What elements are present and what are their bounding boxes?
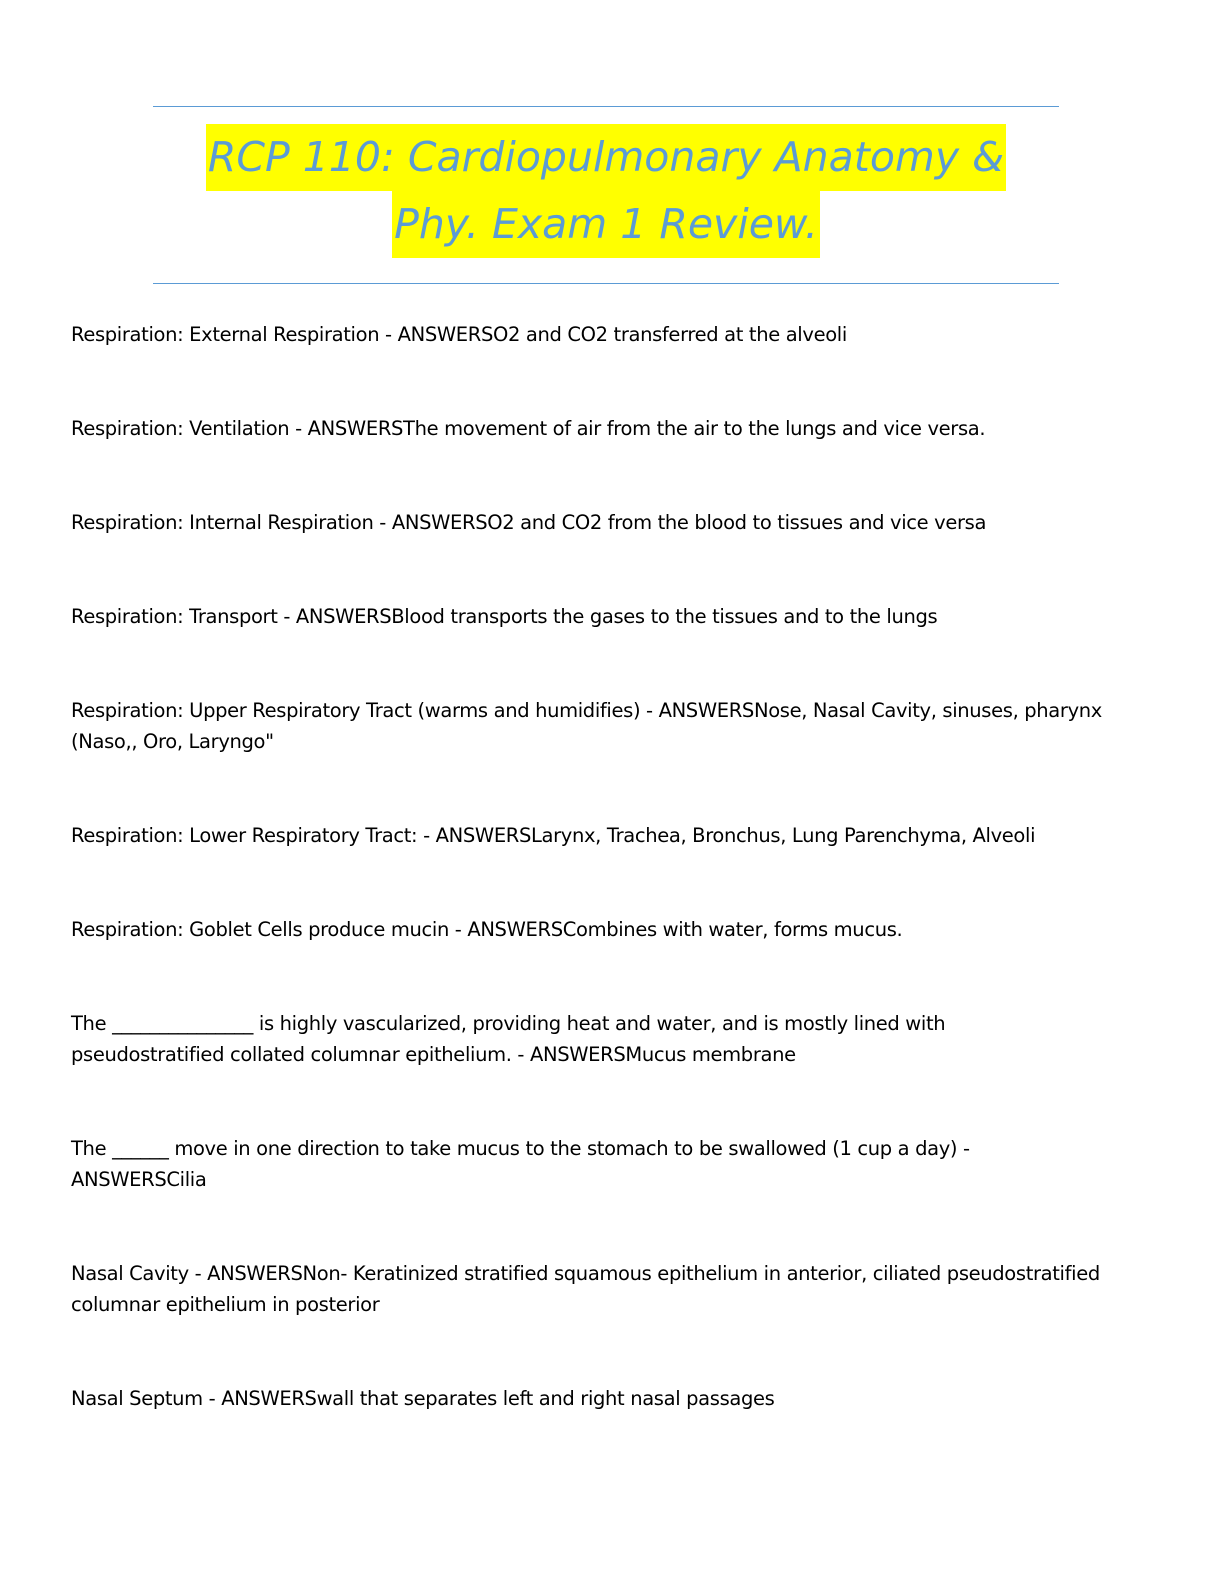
entry-line: pseudostratified collated columnar epithelium. - ANSWERSMucus membrane (71, 1043, 796, 1066)
entry-upper-respiratory-tract (71, 695, 1151, 757)
title-top-rule (153, 106, 1059, 107)
entry-mucus-membrane (71, 1008, 1151, 1070)
entry-transport: Respiration: Transport - ANSWERSBlood transports the gases to the tissues and to the lungs (71, 605, 938, 628)
entry-line: The _______________ is highly vascularized, providing heat and water, and is mostly lined with (71, 1012, 946, 1035)
entry-line: (Naso,, Oro, Laryngo" (71, 730, 274, 753)
entry-line: The ______ move in one direction to take mucus to the stomach to be swallowed (1 cup a day) - (71, 1137, 970, 1160)
entry-line: Nasal Cavity - ANSWERSNon- Keratinized stratified squamous epithelium in anterior, ciliated pseudostratified (71, 1262, 1100, 1285)
entry-goblet-cells: Respiration: Goblet Cells produce mucin - ANSWERSCombines with water, forms mucus. (71, 918, 903, 941)
review-entries (71, 319, 1151, 1414)
entry-internal-respiration: Respiration: Internal Respiration - ANSWERSO2 and CO2 from the blood to tissues and vice versa (71, 511, 987, 534)
entry-line: columnar epithelium in posterior (71, 1293, 380, 1316)
entry-nasal-septum: Nasal Septum - ANSWERSwall that separates left and right nasal passages (71, 1387, 775, 1410)
document-title (153, 124, 1059, 258)
entry-nasal-cavity (71, 1258, 1151, 1320)
entry-cilia (71, 1133, 1151, 1195)
title-line-1: RCP 110: Cardiopulmonary Anatomy & (206, 124, 1006, 191)
entry-lower-respiratory-tract: Respiration: Lower Respiratory Tract: - ANSWERSLarynx, Trachea, Bronchus, Lung Parenchyma, Alveoli (71, 824, 1036, 847)
entry-external-respiration: Respiration: External Respiration - ANSWERSO2 and CO2 transferred at the alveoli (71, 323, 847, 346)
entry-ventilation: Respiration: Ventilation - ANSWERSThe movement of air from the air to the lungs and vice versa. (71, 417, 986, 440)
title-bottom-rule (153, 283, 1059, 284)
entry-line: ANSWERSCilia (71, 1168, 207, 1191)
title-line-2: Phy. Exam 1 Review. (392, 191, 820, 258)
entry-line: Respiration: Upper Respiratory Tract (warms and humidifies) - ANSWERSNose, Nasal Cavity, sinuses, pharynx (71, 699, 1102, 722)
